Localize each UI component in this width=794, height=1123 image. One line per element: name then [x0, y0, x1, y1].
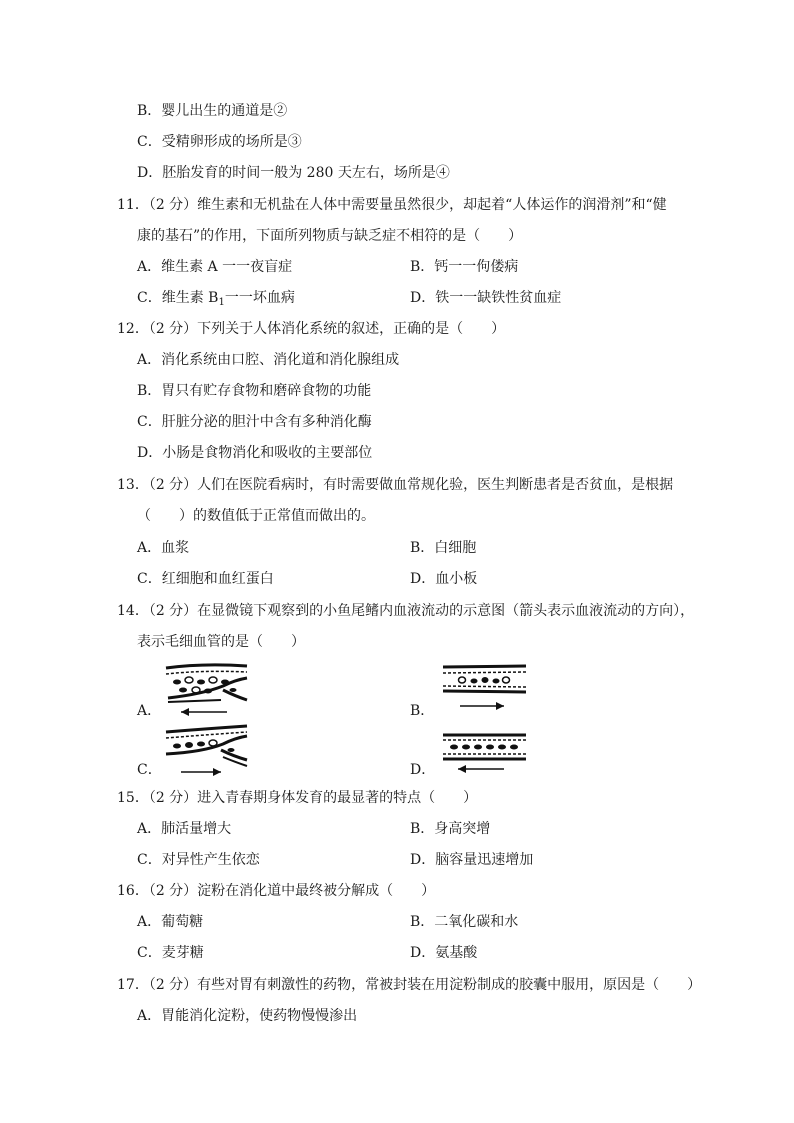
q15-option-d: D．脑容量迅速增加 [410, 852, 534, 868]
q15-option-b: B．身高突增 [410, 821, 491, 837]
question-11-stem: 11．（2 分）维生素和无机盐在人体中需要量虽然很少，却起着“人体运作的润滑剂”和“健 [117, 197, 667, 213]
blood-vessel-figure-d [440, 731, 528, 777]
q15-option-a: A．肺活量增大 [137, 821, 232, 837]
question-14-stem: 14．（2 分）在显微镜下观察到的小鱼尾鳍内血液流动的示意图（箭头表示血液流动的方向）， [117, 603, 695, 619]
q16-option-b: B．二氧化碳和水 [410, 914, 519, 930]
question-15-stem: 15．（2 分）进入青春期身体发育的最显著的特点（ ） [117, 790, 478, 806]
q13-option-a: A．血浆 [137, 540, 190, 556]
question-11-stem-cont: 康的基石”的作用，下面所列物质与缺乏症不相符的是（ ） [137, 228, 523, 244]
q17-option-a: A．胃能消化淀粉，使药物慢慢渗出 [137, 1008, 358, 1024]
q16-option-c: C．麦芽糖 [137, 945, 204, 961]
q16-option-d: D．氨基酸 [410, 945, 478, 961]
q13-option-d: D．血小板 [410, 571, 478, 587]
q15-option-c: C．对异性产生依恋 [137, 852, 260, 868]
q12-option-b: B．胃只有贮存食物和磨碎食物的功能 [137, 383, 372, 399]
blood-vessel-figure-b [440, 662, 528, 716]
option-d: D．胚胎发育的时间一般为 280 天左右，场所是④ [137, 165, 450, 181]
q11-option-a: A．维生素 A 一一夜盲症 [137, 259, 293, 275]
question-13-stem-cont: （ ）的数值低于正常值而做出的。 [137, 508, 375, 524]
q14-option-a: A． [137, 703, 162, 719]
q16-option-a: A．葡萄糖 [137, 914, 204, 930]
q12-option-c: C．肝脏分泌的胆汁中含有多种消化酶 [137, 414, 372, 430]
question-16-stem: 16．（2 分）淀粉在消化道中最终被分解成（ ） [117, 883, 436, 899]
q12-option-a: A．消化系统由口腔、消化道和消化腺组成 [137, 352, 400, 368]
q14-option-c: C． [137, 762, 162, 778]
question-17-stem: 17．（2 分）有些对胃有刺激性的药物，常被封装在用淀粉制成的胶囊中服用，原因是（ ） [117, 977, 702, 993]
question-14-stem-cont: 表示毛细血管的是（ ） [137, 634, 305, 650]
q14-option-d: D． [410, 762, 436, 778]
question-13-stem: 13．（2 分）人们在医院看病时，有时需要做血常规化验，医生判断患者是否贫血，是根据 [117, 477, 674, 493]
q11-option-c: C．维生素 $B_1$一一坏血病 [137, 290, 295, 308]
blood-vessel-figure-a [163, 660, 249, 722]
option-c: C．受精卵形成的场所是③ [137, 134, 302, 150]
question-12-stem: 12．（2 分）下列关于人体消化系统的叙述，正确的是（ ） [117, 321, 506, 337]
q12-option-d: D．小肠是食物消化和吸收的主要部位 [137, 445, 373, 461]
q13-option-c: C．红细胞和血红蛋白 [137, 571, 274, 587]
option-b: B．婴儿出生的通道是② [137, 103, 288, 119]
q11-option-d: D．铁一一缺铁性贫血症 [410, 290, 562, 306]
blood-vessel-figure-c [163, 724, 249, 780]
q13-option-b: B．白细胞 [410, 540, 477, 556]
q11-option-b: B．钙一一佝偻病 [410, 259, 519, 275]
q14-option-b: B． [410, 703, 435, 719]
